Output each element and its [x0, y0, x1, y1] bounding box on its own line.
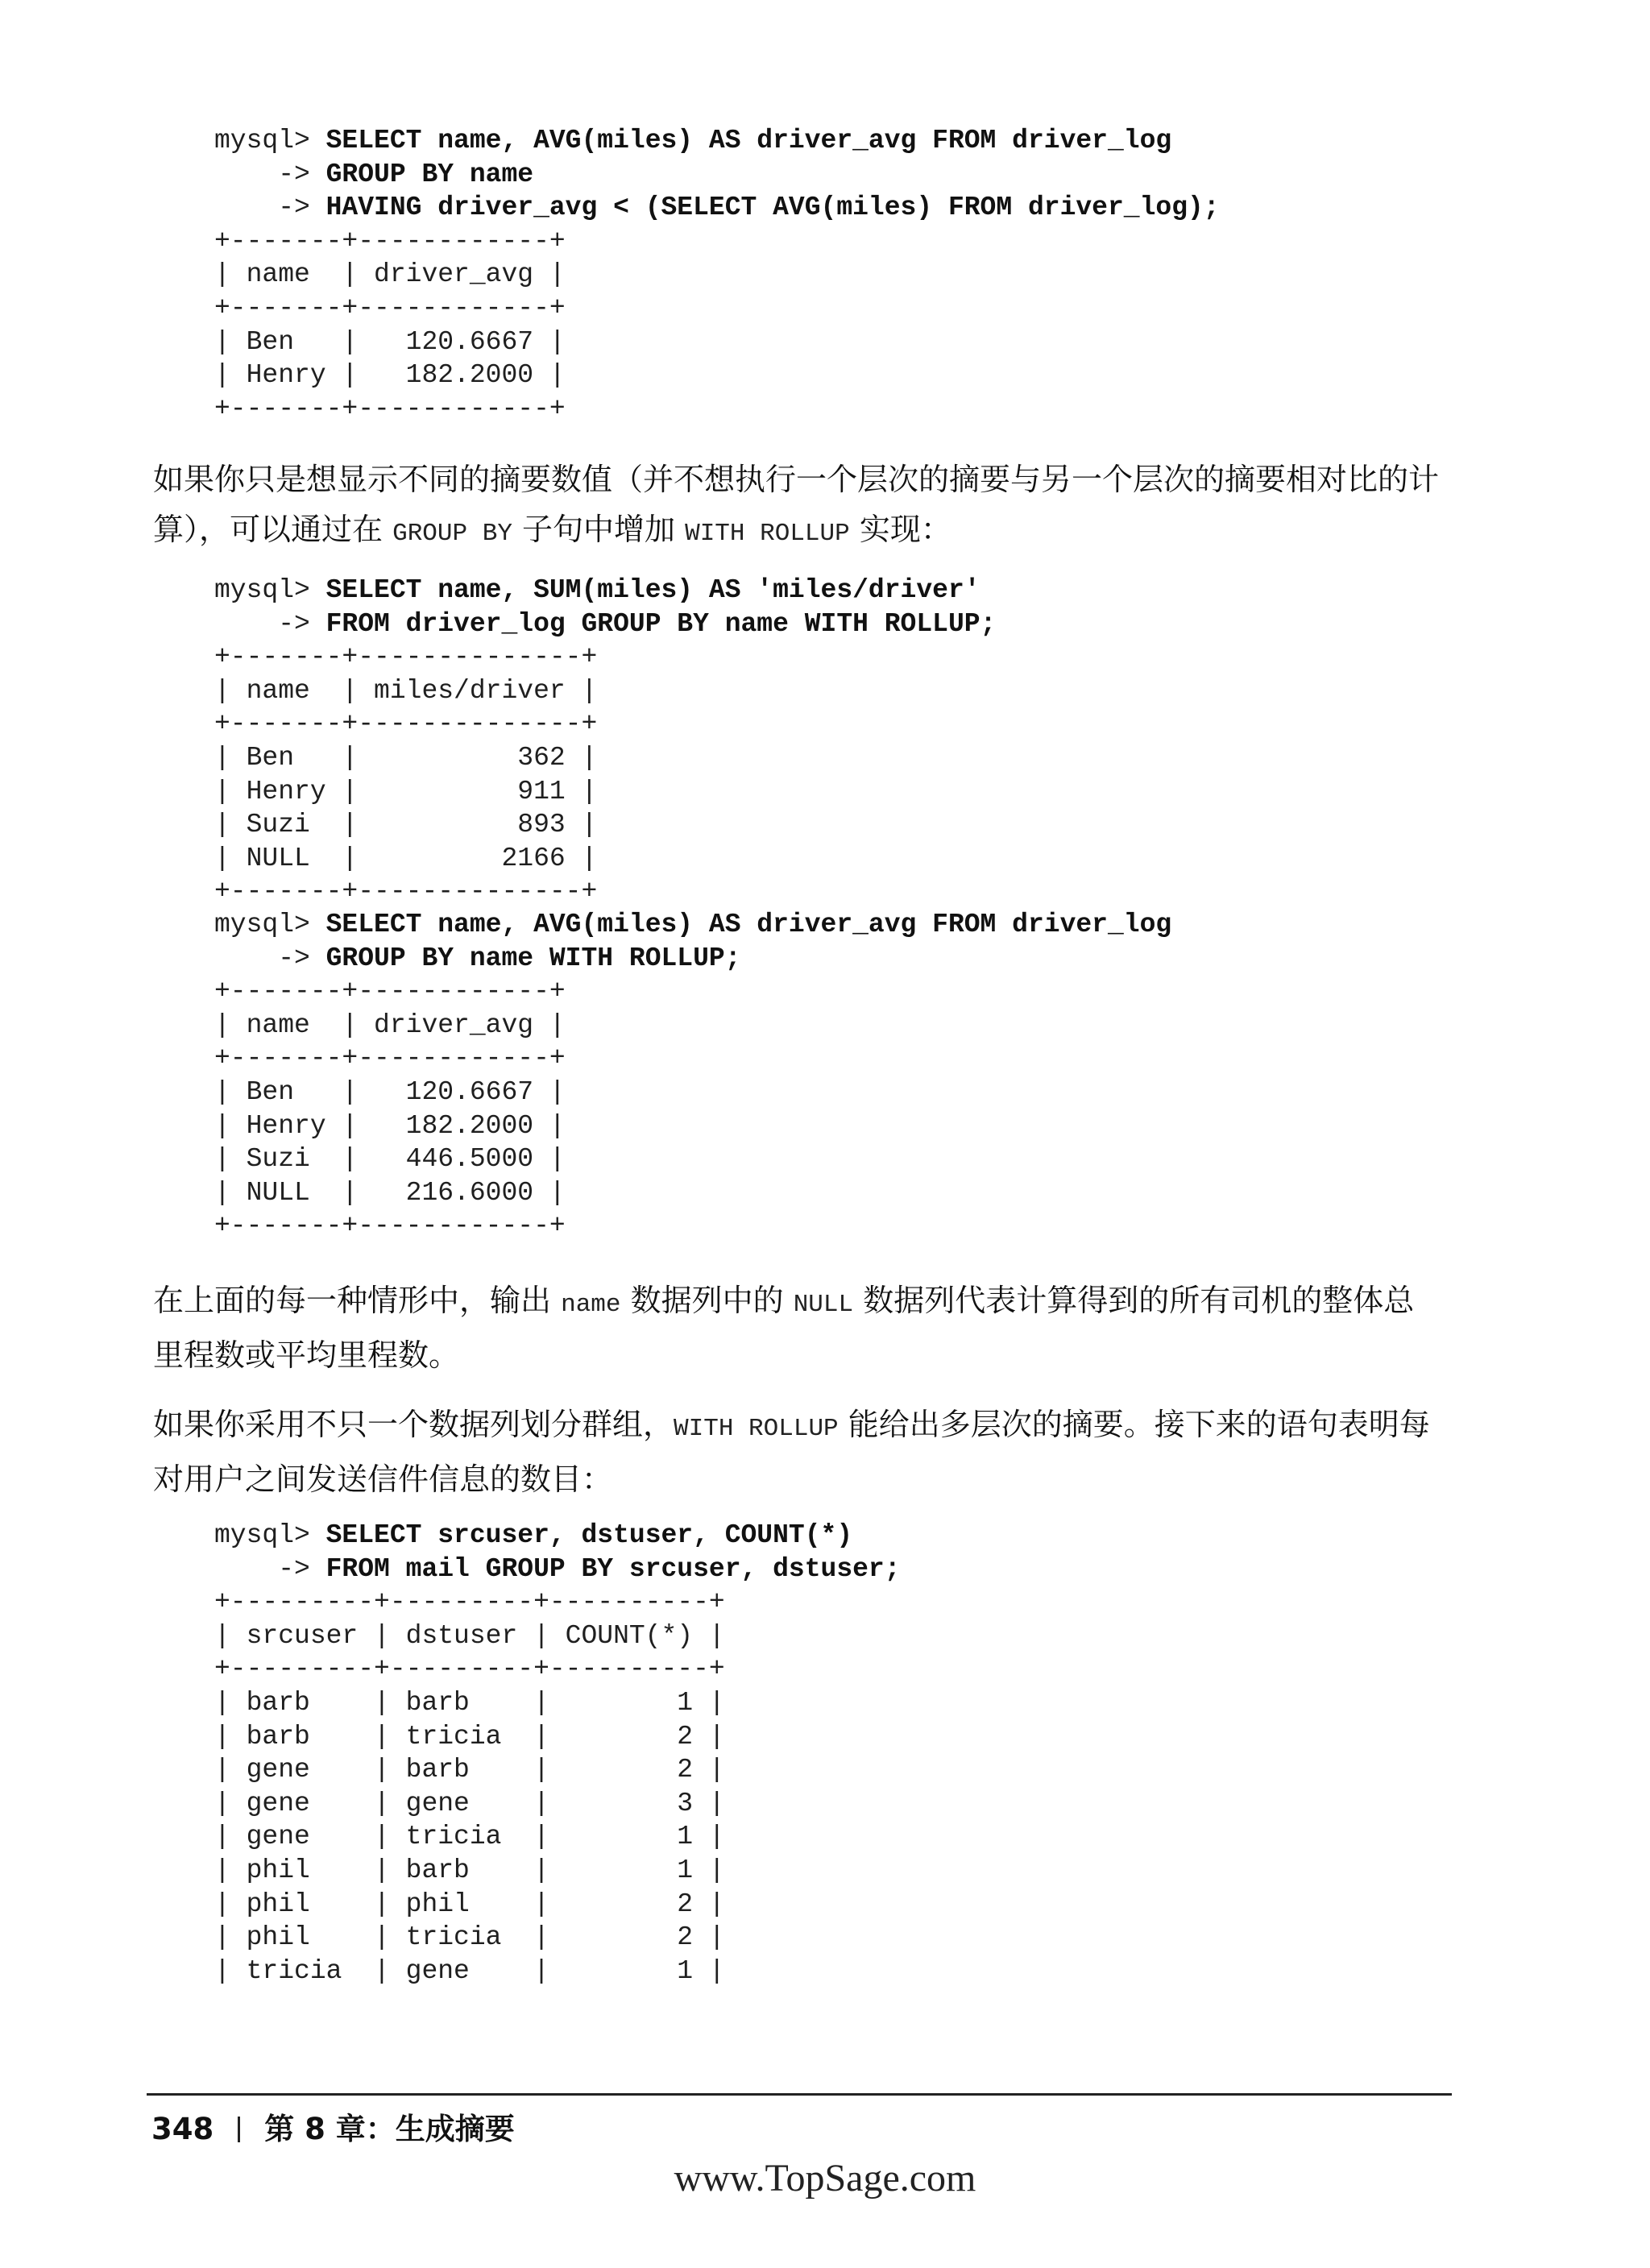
chapter-title: 第 8 章：生成摘要	[264, 2112, 515, 2146]
code-block-having	[214, 124, 1220, 425]
footer-separator	[238, 2117, 240, 2142]
inline-code: GROUP BY	[392, 520, 512, 548]
page-footer	[151, 2104, 515, 2148]
inline-code: NULL	[793, 1291, 854, 1319]
paragraph-null-meaning	[153, 1275, 1442, 1380]
footer-divider	[147, 2093, 1452, 2096]
sql-line: FROM mail GROUP BY srcuser, dstuser;	[325, 1553, 901, 1584]
text: 数据列代表计算得到的所有司机的整体总里程数或平均里程数。	[153, 1283, 1415, 1373]
inline-code: WITH ROLLUP	[685, 520, 850, 548]
page-number: 348	[151, 2112, 214, 2146]
text: 能给出多层次的摘要。接下来的语句表明每对用户之间发送信件信息的数目：	[153, 1407, 1430, 1497]
prompt: mysql>	[214, 575, 326, 605]
prompt: mysql>	[214, 910, 326, 939]
code-block-avg-rollup	[214, 908, 1171, 1243]
sql-line: GROUP BY name	[325, 159, 534, 189]
result-table-sum-rollup: +-------+--------------+ | name | miles/driver | +-------+--------------+ | Ben | 362 | | Henry | 911 | | Suzi | 893 | | NULL | 2166 | +-------+--------------+	[214, 642, 598, 907]
sql-line: SELECT srcuser, dstuser, COUNT(*)	[325, 1520, 853, 1550]
result-table-having: +-------+------------+ | name | driver_avg | +-------+------------+ | Ben | 120.6667 | | Henry | 182.2000 | +-------+------------+	[214, 226, 566, 424]
continuation-prompt: ->	[214, 193, 326, 223]
watermark-url: www.TopSage.com	[674, 2157, 976, 2200]
code-block-mail-groups	[214, 1519, 901, 1988]
sql-line: SELECT name, SUM(miles) AS 'miles/driver'	[325, 575, 980, 605]
sql-line: SELECT name, AVG(miles) AS driver_avg FROM driver_log	[325, 126, 1172, 155]
paragraph-multi-level	[153, 1399, 1442, 1504]
inline-code: name	[561, 1291, 621, 1319]
code-block-sum-rollup	[214, 574, 996, 909]
text: 子句中增加	[512, 512, 686, 547]
continuation-prompt: ->	[214, 943, 326, 973]
result-table-avg-rollup: +-------+------------+ | name | driver_avg | +-------+------------+ | Ben | 120.6667 | | Henry | 182.2000 | | Suzi | 446.5000 | | NULL | 216.6000 | +-------+------------+	[214, 976, 566, 1242]
result-table-mail: +---------+---------+----------+ | srcuser | dstuser | COUNT(*) | +---------+---------+----------+ | barb | barb | 1 | | barb | tricia | 2 | | gene | barb | 2 | | gene | gene | 3 | | gene | tricia | 1 | | phil | barb | 1 | | phil | phil | 2 | | phil | tricia | 2 | | tricia | gene | 1 |	[214, 1587, 725, 1986]
sql-line: FROM driver_log GROUP BY name WITH ROLLUP;	[325, 608, 997, 639]
text: 如果你采用不只一个数据列划分群组，	[153, 1407, 674, 1442]
text: 在上面的每一种情形中，输出	[153, 1283, 562, 1318]
inline-code: WITH ROLLUP	[674, 1415, 839, 1443]
sql-line: HAVING driver_avg < (SELECT AVG(miles) FROM driver_log);	[325, 193, 1220, 223]
continuation-prompt: ->	[214, 159, 326, 189]
prompt: mysql>	[214, 1520, 326, 1550]
text: 如果你只是想显示不同的摘要数值（并不想执行一个层次的摘要与另一个层次的摘要相对比的计算），可以通过在	[153, 462, 1440, 547]
sql-line: GROUP BY name WITH ROLLUP;	[325, 943, 741, 973]
paragraph-with-rollup-intro	[153, 454, 1442, 559]
continuation-prompt: ->	[214, 608, 326, 639]
sql-line: SELECT name, AVG(miles) AS driver_avg FROM driver_log	[325, 910, 1172, 939]
text: 实现：	[849, 512, 951, 547]
text: 数据列中的	[620, 1283, 794, 1318]
prompt: mysql>	[214, 126, 326, 155]
continuation-prompt: ->	[214, 1553, 326, 1584]
